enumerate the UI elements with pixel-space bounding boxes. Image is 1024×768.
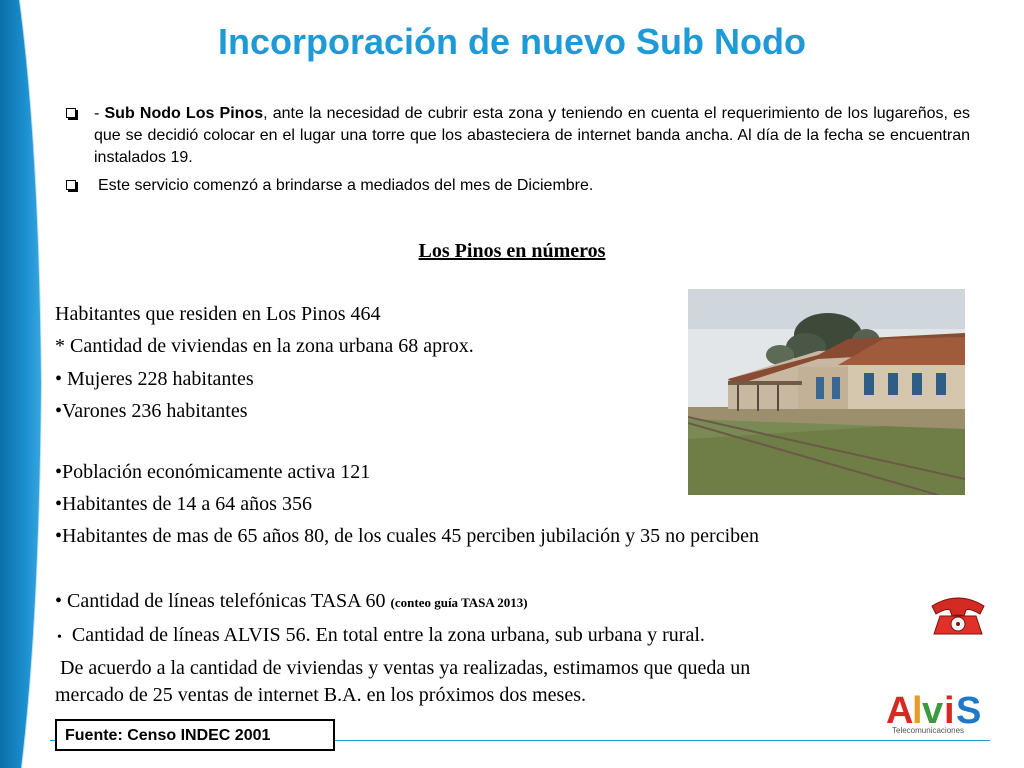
- bullet-text: , ante la necesidad de cubrir esta zona y teniendo en cuenta el requerimiento de los lugareños, es que se decidió colocar en el lugar una torre que los abasteciera de internet banda ancha. Al día de la fecha se encuentran instalados 19.: [94, 105, 971, 166]
- square-bullet-icon: [66, 180, 76, 190]
- stat-lineas-alvis: [55, 619, 955, 654]
- stat-bullet: •: [57, 630, 62, 645]
- station-photo: [688, 289, 965, 495]
- svg-text:A: A: [886, 690, 914, 732]
- bullet-sub-nodo: [66, 103, 970, 169]
- stat-viviendas: * Cantidad de viviendas en la zona urbana 68 aprox.: [55, 335, 474, 357]
- source-text: Fuente: Censo INDEC 2001: [65, 727, 271, 744]
- stat-varones: •Varones 236 habitantes: [55, 400, 248, 422]
- stat-mujeres: • Mujeres 228 habitantes: [55, 368, 254, 390]
- stat-lineas-tasa-note: (conteo guía TASA 2013): [390, 595, 528, 610]
- bullet-bold-text: Sub Nodo Los Pinos: [104, 105, 264, 122]
- alvis-logo: [884, 685, 994, 737]
- svg-text:S: S: [956, 690, 982, 732]
- svg-text:i: i: [944, 690, 955, 732]
- stat-poblacion-activa: •Población económicamente activa 121: [55, 461, 371, 483]
- left-decorative-bar: [0, 0, 48, 768]
- stat-lineas-tasa: [55, 585, 955, 619]
- svg-text:Telecomunicaciones: Telecomunicaciones: [892, 726, 965, 735]
- svg-text:v: v: [922, 690, 944, 732]
- bullet-prefix: -: [94, 105, 105, 122]
- source-box: [55, 719, 335, 751]
- bullet-text: Este servicio comenzó a brindarse a mediados del mes de Diciembre.: [98, 177, 594, 194]
- stat-habitantes-65: •Habitantes de mas de 65 años 80, de los cuales 45 perciben jubilación y 35 no perciben: [55, 525, 760, 547]
- square-bullet-icon: [66, 108, 76, 118]
- intro-bullets: [66, 103, 970, 203]
- stat-habitantes-14-64: •Habitantes de 14 a 64 años 356: [55, 493, 312, 515]
- section-subtitle: Los Pinos en números: [418, 240, 606, 262]
- conclusion-line-2: mercado de 25 ventas de internet B.A. en los próximos dos meses.: [55, 684, 586, 706]
- slide-title: Incorporación de nuevo Sub Nodo: [217, 21, 807, 62]
- bullet-servicio: [66, 175, 970, 197]
- svg-text:l: l: [912, 690, 923, 732]
- conclusion-line-1: De acuerdo a la cantidad de viviendas y ventas ya realizadas, estimamos que queda un: [55, 657, 751, 679]
- telephone-icon: [926, 592, 990, 636]
- stat-lineas-alvis-text: Cantidad de líneas ALVIS 56. En total entre la zona urbana, sub urbana y rural.: [71, 624, 705, 646]
- stat-lineas-tasa-text: • Cantidad de líneas telefónicas TASA 60: [55, 590, 391, 612]
- stat-habitantes: Habitantes que residen en Los Pinos 464: [55, 303, 381, 325]
